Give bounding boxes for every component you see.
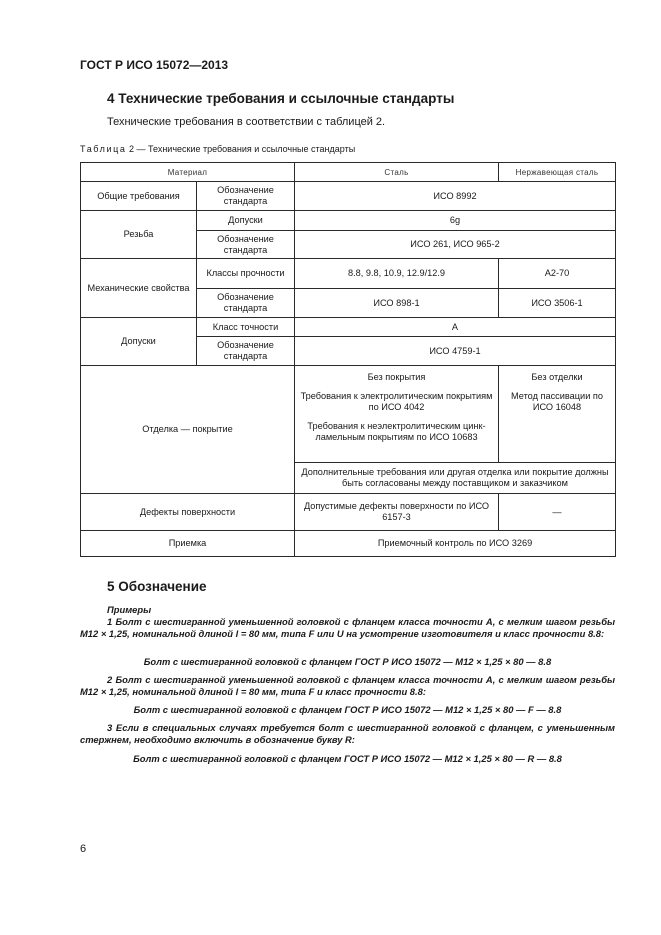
table-row [81, 531, 616, 557]
document-code: ГОСТ Р ИСО 15072—2013 [80, 58, 229, 72]
cell-value: ИСО 4759-1 [295, 337, 616, 366]
cell-value: Дополнительные требования или другая отделка или покрытие должны быть согласованы между поставщиком и заказчиком [295, 463, 616, 494]
section-4-title: 4 Технические требования и ссылочные стандарты [107, 91, 455, 106]
sub-label: Классы прочности [197, 259, 295, 289]
example-1-text: 1 Болт с шестигранной уменьшенной головкой с фланцем класса точности A, с мелким шагом резьбы M12 × 1,25, номинальной длиной l = 80 мм, типа F или U на усмотрение изготовителя и класс прочности 8.8: [80, 616, 615, 639]
cell-value: ИСО 898-1 [295, 289, 499, 318]
cell-value: ИСО 3506-1 [499, 289, 616, 318]
example-2-designation: Болт с шестигранной головкой с фланцем ГОСТ Р ИСО 15072 — M12 × 1,25 × 80 — F — 8.8 [133, 704, 562, 715]
table-caption-text: 2 — Технические требования и ссылочные стандарты [129, 144, 356, 154]
finish-steel-line: Без покрытия [367, 372, 426, 382]
table-caption [80, 144, 355, 154]
cell-value: — [499, 494, 616, 531]
example-3-designation: Болт с шестигранной головкой с фланцем ГОСТ Р ИСО 15072 — M12 × 1,25 × 80 — R — 8.8 [133, 753, 562, 764]
section-4-intro: Технические требования в соответствии с таблицей 2. [107, 116, 386, 128]
finish-stainless-line: Метод пассивации по ИСО 16048 [511, 391, 603, 412]
cell-value: Допустимые дефекты поверхности по ИСО 6157-3 [295, 494, 499, 531]
finish-steel-line: Требования к неэлектролитическим цинк-ламельным покрытиям по ИСО 10683 [307, 421, 486, 442]
example-1-designation: Болт с шестигранной головкой с фланцем ГОСТ Р ИСО 15072 — M12 × 1,25 × 80 — 8.8 [143, 656, 552, 667]
example-3-text: 3 Если в специальных случаях требуется болт с шестигранной головкой с фланцем, с уменьшенным стержнем, необходимо включить в обозначение букву R: [80, 722, 615, 745]
examples-heading: Примеры [107, 604, 152, 615]
header-material: Материал [81, 163, 295, 182]
table-row [81, 366, 616, 463]
sub-label: Обозначение стандарта [197, 182, 295, 211]
sub-label: Обозначение стандарта [197, 289, 295, 318]
sub-label: Класс точности [197, 318, 295, 337]
cell-value: Приемочный контроль по ИСО 3269 [295, 531, 616, 557]
finish-stainless-line: Без отделки [531, 372, 583, 382]
cell-value: A2-70 [499, 259, 616, 289]
table-row [81, 182, 616, 211]
row-label: Дефекты поверхности [81, 494, 295, 531]
row-label: Допуски [81, 318, 197, 366]
section-5-title: 5 Обозначение [107, 579, 207, 594]
cell-value [499, 366, 616, 463]
cell-value: 8.8, 9.8, 10.9, 12.9/12.9 [295, 259, 499, 289]
header-steel: Сталь [295, 163, 499, 182]
sub-label: Допуски [197, 211, 295, 231]
table-header-row [81, 163, 616, 182]
table-row [81, 259, 616, 289]
table-caption-prefix: Таблица [80, 144, 127, 154]
table-row [81, 494, 616, 531]
row-label: Отделка — покрытие [81, 366, 295, 494]
row-label: Механические свойства [81, 259, 197, 318]
cell-value: ИСО 261, ИСО 965-2 [295, 231, 616, 259]
cell-value [295, 366, 499, 463]
sub-label: Обозначение стандарта [197, 231, 295, 259]
row-label: Общие требования [81, 182, 197, 211]
page-number: 6 [80, 843, 87, 855]
cell-value: A [295, 318, 616, 337]
table-row [81, 318, 616, 337]
cell-value: 6g [295, 211, 616, 231]
finish-steel-line: Требования к электролитическим покрытиям по ИСО 4042 [300, 391, 493, 412]
header-stainless: Нержавеющая сталь [499, 163, 616, 182]
requirements-table [80, 162, 616, 557]
sub-label: Обозначение стандарта [197, 337, 295, 366]
row-label: Приемка [81, 531, 295, 557]
row-label: Резьба [81, 211, 197, 259]
cell-value: ИСО 8992 [295, 182, 616, 211]
table-row [81, 211, 616, 231]
example-2-text: 2 Болт с шестигранной уменьшенной головкой с фланцем класса точности A, с мелким шагом резьбы M12 × 1,25, номинальной длиной l = 80 мм, типа F и класс прочности 8.8: [80, 674, 615, 697]
